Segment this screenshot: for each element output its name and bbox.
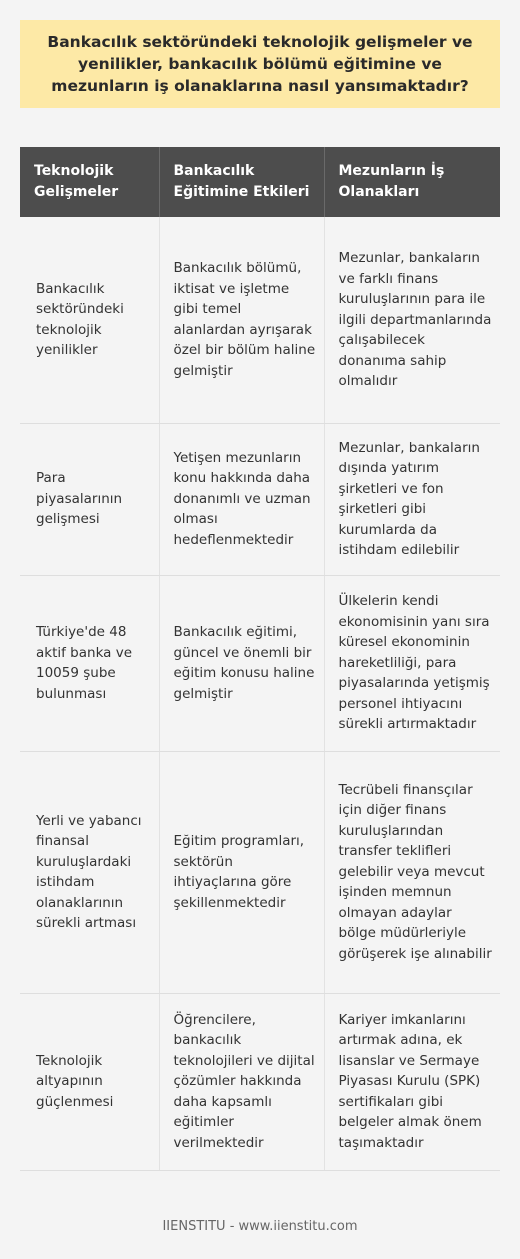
table-cell: Bankacılık eğitimi, güncel ve önemli bir eğitim konusu haline gelmiştir xyxy=(159,575,324,751)
footer-credit: IIENSTITU - www.iienstitu.com xyxy=(162,1219,358,1234)
table-cell: Öğrencilere, bankacılık teknolojileri ve dijital çözümler hakkında daha kapsamlı eğitimler verilmektedir xyxy=(159,993,324,1170)
table-row xyxy=(20,217,500,423)
table-cell: Yetişen mezunların konu hakkında daha donanımlı ve uzman olması hedeflenmektedir xyxy=(159,423,324,575)
table-cell: Türkiye'de 48 aktif banka ve 10059 şube bulunması xyxy=(20,575,159,751)
question-box xyxy=(20,20,500,108)
table-cell: Yerli ve yabancı finansal kuruluşlardaki istihdam olanaklarının sürekli artması xyxy=(20,751,159,993)
table-cell: Bankacılık bölümü, iktisat ve işletme gibi temel alanlardan ayrışarak özel bir bölüm haline gelmiştir xyxy=(159,217,324,423)
question-title: Bankacılık sektöründeki teknolojik gelişmeler ve yenilikler, bankacılık bölümü eğitimine ve mezunların iş olanaklarına nasıl yansımaktadır? xyxy=(47,33,473,95)
table-row xyxy=(20,751,500,993)
table-cell: Eğitim programları, sektörün ihtiyaçlarına göre şekillenmektedir xyxy=(159,751,324,993)
table-row xyxy=(20,993,500,1170)
table-header xyxy=(20,147,500,217)
table-cell: Ülkelerin kendi ekonomisinin yanı sıra küresel ekonominin hareketliliği, para piyasalarında yetişmiş personel ihtiyacını sürekli artırmaktadır xyxy=(324,575,500,751)
table-cell: Kariyer imkanlarını artırmak adına, ek lisanslar ve Sermaye Piyasası Kurulu (SPK) sertifikaları gibi belgeler almak önem taşımaktadır xyxy=(324,993,500,1170)
table-body xyxy=(20,217,500,1170)
table-cell: Teknolojik altyapının güçlenmesi xyxy=(20,993,159,1170)
table-cell: Tecrübeli finansçılar için diğer finans kuruluşlarından transfer teklifleri gelebilir veya mevcut işinden memnun olmayan adaylar bölge müdürleriyle görüşerek işe alınabilir xyxy=(324,751,500,993)
table-cell: Mezunlar, bankaların dışında yatırım şirketleri ve fon şirketleri gibi kurumlarda da istihdam edilebilir xyxy=(324,423,500,575)
table-row xyxy=(20,423,500,575)
comparison-table xyxy=(20,147,500,1171)
header-technological-developments: Teknolojik Gelişmeler xyxy=(20,147,159,217)
header-job-opportunities: Mezunların İş Olanakları xyxy=(324,147,500,217)
table-cell: Para piyasalarının gelişmesi xyxy=(20,423,159,575)
header-row xyxy=(20,147,500,217)
header-education-effects: Bankacılık Eğitimine Etkileri xyxy=(159,147,324,217)
table-cell: Bankacılık sektöründeki teknolojik yenilikler xyxy=(20,217,159,423)
table-cell: Mezunlar, bankaların ve farklı finans kuruluşlarının para ile ilgili departmanlarında çalışabilecek donanıma sahip olmalıdır xyxy=(324,217,500,423)
table-row xyxy=(20,575,500,751)
